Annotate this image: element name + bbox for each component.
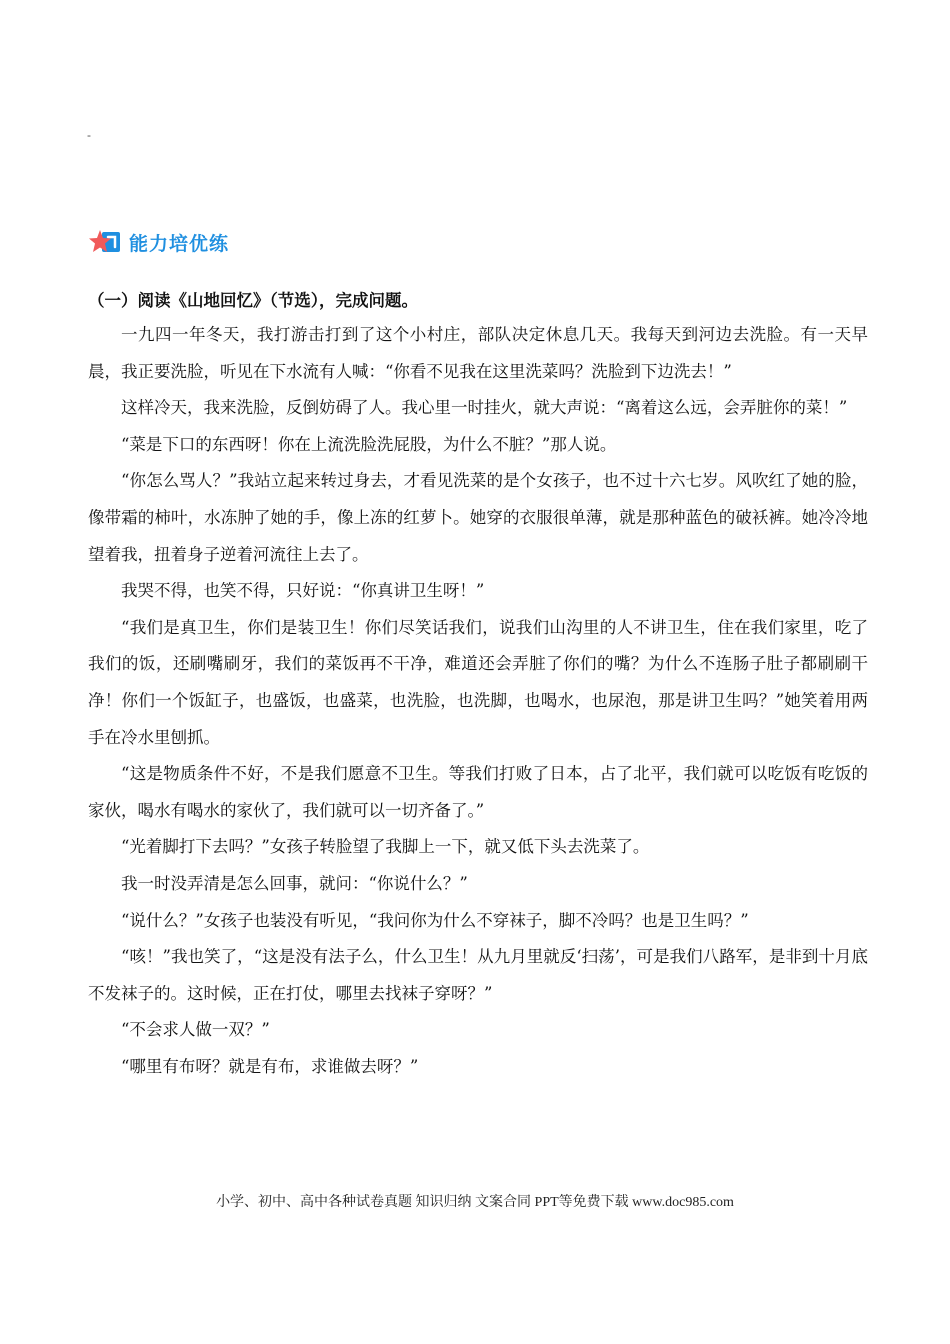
banner-title: 能力培优练 <box>129 232 230 255</box>
paragraph: 一九四一年冬天，我打游击打到了这个小村庄，部队决定休息几天。我每天到河边去洗脸。有一天早晨，我正要洗脸，听见在下水流有人喊：“你看不见我在这里洗菜吗？洗脸到下边洗去！” <box>88 325 868 381</box>
paragraph: “哪里有布呀？就是有布，求谁做去呀？” <box>121 1056 419 1076</box>
header-mark: - <box>87 128 91 142</box>
paragraph: 这样冷天，我来洗脸，反倒妨碍了人。我心里一时挂火，就大声说：“离着这么远，会弄脏你的菜！” <box>121 398 848 418</box>
paragraph: 我一时没弄清是怎么回事，就问：“你说什么？” <box>121 873 468 893</box>
paragraph: “咳！”我也笑了，“这是没有法子么，什么卫生！从九月里就反‘扫荡’，可是我们八路军，是非到十月底不发袜子的。这时候，正在打仗，哪里去找袜子穿呀？” <box>88 947 868 1003</box>
section-banner <box>88 228 229 256</box>
paragraph: “不会求人做一双？” <box>121 1020 270 1040</box>
page-footer: 小学、初中、高中各种试卷真题 知识归纳 文案合同 PPT等免费下载 www.doc985.com <box>216 1195 734 1210</box>
paragraph: “菜是下口的东西呀！你在上流洗脸洗屁股，为什么不脏？”那人说。 <box>121 434 617 454</box>
paragraph: “你怎么骂人？”我站立起来转过身去，才看见洗菜的是个女孩子，也不过十六七岁。风吹红了她的脸，像带霜的柿叶，水冻肿了她的手，像上冻的红萝卜。她穿的衣服很单薄，就是那种蓝色的破袄裤。她冷冷地望着我，扭着身子逆着河流往上去了。 <box>88 471 868 564</box>
star-badge-icon <box>88 228 122 256</box>
paragraph: “说什么？”女孩子也装没有听见，“我问你为什么不穿袜子，脚不冷吗？也是卫生吗？” <box>121 910 749 930</box>
paragraph: “我们是真卫生，你们是装卫生！你们尽笑话我们，说我们山沟里的人不讲卫生，住在我们家里，吃了我们的饭，还刷嘴刷牙，我们的菜饭再不干净，难道还会弄脏了你们的嘴？为什么不连肠子肚子都刷刷干净！你们一个饭缸子，也盛饭，也盛菜，也洗脸，也洗脚，也喝水，也尿泡，那是讲卫生吗？”她笑着用两手在冷水里刨抓。 <box>88 617 868 747</box>
reading-passage <box>88 317 868 1085</box>
paragraph: 我哭不得，也笑不得，只好说：“你真讲卫生呀！” <box>121 581 485 601</box>
section-title: （一）阅读《山地回忆》（节选），完成问题。 <box>88 291 418 310</box>
paragraph: “这是物质条件不好，不是我们愿意不卫生。等我们打败了日本，占了北平，我们就可以吃饭有吃饭的家伙，喝水有喝水的家伙了，我们就可以一切齐备了。” <box>88 764 868 820</box>
paragraph: “光着脚打下去吗？”女孩子转脸望了我脚上一下，就又低下头去洗菜了。 <box>121 837 650 857</box>
